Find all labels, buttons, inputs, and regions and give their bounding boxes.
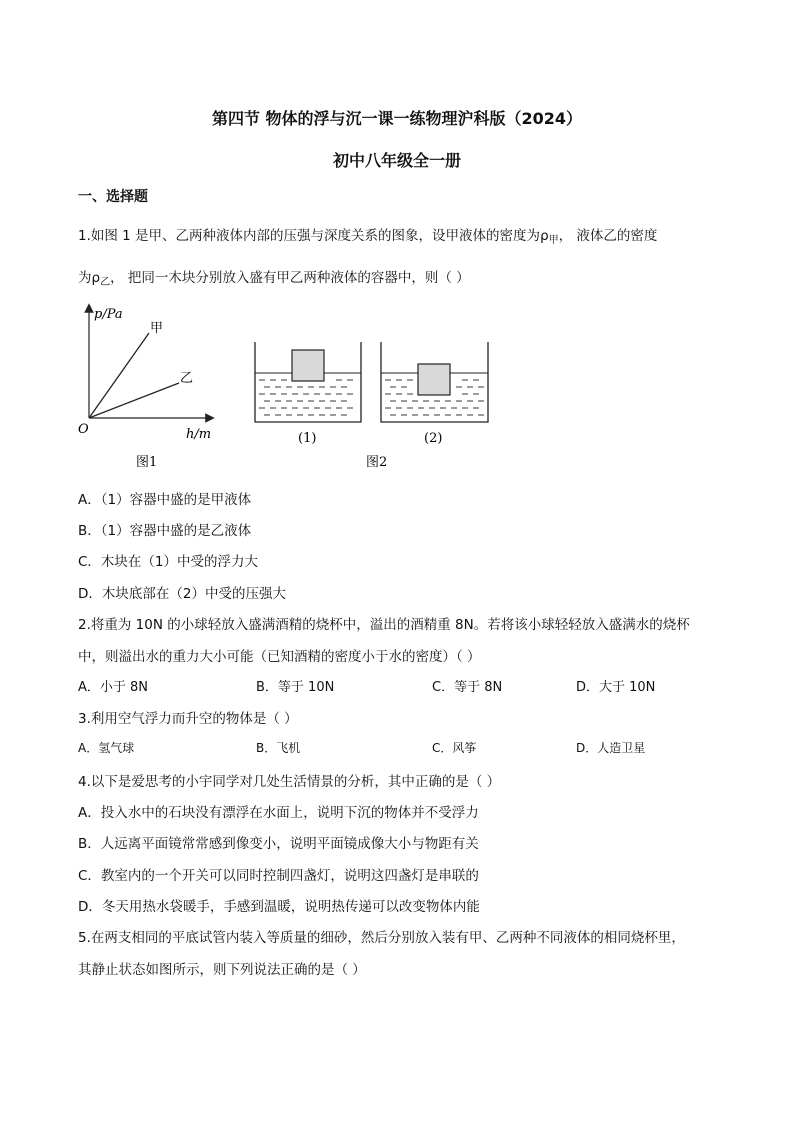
q3-option-a: A．氢气球 [78, 741, 135, 755]
page-title: 第四节 物体的浮与沉一课一练物理沪科版（2024） [211, 109, 583, 128]
label-jia: 甲 [150, 321, 164, 336]
figure-2-caption: 图2 [366, 455, 388, 470]
q5-line-2: 其静止状态如图所示，则下列说法正确的是（ ） [78, 962, 366, 978]
label-yi: 乙 [180, 371, 194, 386]
q1-option-b: B．（1）容器中盛的是乙液体 [78, 523, 252, 539]
figure-1-graph [72, 300, 232, 472]
wood-block-1 [292, 350, 324, 381]
q3-option-c: C．风筝 [432, 741, 477, 755]
container-2 [381, 342, 488, 422]
q4-line-1: 4.以下是爱思考的小宇同学对几处生活情景的分析，其中正确的是（ ） [78, 774, 501, 790]
line-yi [89, 383, 179, 418]
container-1-label: (1) [298, 431, 317, 446]
q2-option-a: A．小于 8N [78, 680, 149, 695]
figure-1-caption: 图1 [136, 455, 158, 470]
container-2-label: (2) [424, 431, 443, 446]
q2-line-1: 2.将重为 10N 的小球轻放入盛满酒精的烧杯中，溢出的酒精重 8N。若将该小球轻轻放入盛满水的烧杯 [78, 617, 690, 633]
q1-option-d: D．木块底部在（2）中受的压强大 [78, 586, 286, 602]
q4-option-a: A．投入水中的石块没有漂浮在水面上，说明下沉的物体并不受浮力 [78, 805, 479, 821]
q2-option-d: D．大于 10N [576, 680, 656, 695]
q2-option-c: C．等于 8N [432, 680, 503, 695]
line-jia [89, 333, 149, 418]
q3-line-1: 3.利用空气浮力而升空的物体是（ ） [78, 711, 298, 727]
origin-label: O [78, 422, 89, 437]
figure-2-containers [246, 334, 506, 472]
subscript-jia: 甲 [548, 235, 559, 246]
q4-option-c: C．教室内的一个开关可以同时控制四盏灯，说明这四盏灯是串联的 [78, 868, 479, 884]
section-heading: 一、选择题 [78, 189, 148, 205]
q1-line-2: 为$\rho_乙$， 把同一木块分别放入盛有甲乙两种液体的容器中，则（ ） [78, 270, 470, 288]
q4-option-b: B．人远离平面镜常常感到像变小，说明平面镜成像大小与物距有关 [78, 836, 479, 852]
q2-line-2: 中，则溢出水的重力大小可能（已知酒精的密度小于水的密度）（ ） [78, 649, 481, 665]
x-axis-label: h/m [186, 427, 212, 442]
wood-block-2 [418, 364, 450, 395]
container-1 [255, 342, 361, 422]
q1-option-a: A．（1）容器中盛的是甲液体 [78, 492, 252, 508]
q3-option-d: D．人造卫星 [576, 741, 646, 755]
q1-line-1: 1.如图 1 是甲、乙两种液体内部的压强与深度关系的图象，设甲液体的密度为$\rho_甲$， 液体乙的密度 [78, 228, 658, 246]
q3-option-b: B．飞机 [256, 741, 301, 755]
q5-line-1: 5.在两支相同的平底试管内装入等质量的细砂，然后分别放入装有甲、乙两种不同液体的相同烧杯里， [78, 930, 685, 946]
subscript-yi: 乙 [100, 277, 111, 288]
y-axis-label: p/Pa [94, 307, 123, 322]
q4-option-d: D．冬天用热水袋暖手，手感到温暖，说明热传递可以改变物体内能 [78, 899, 480, 915]
q2-option-b: B．等于 10N [256, 680, 335, 695]
page-subtitle: 初中八年级全一册 [332, 151, 461, 170]
q1-option-c: C．木块在（1）中受的浮力大 [78, 554, 259, 570]
